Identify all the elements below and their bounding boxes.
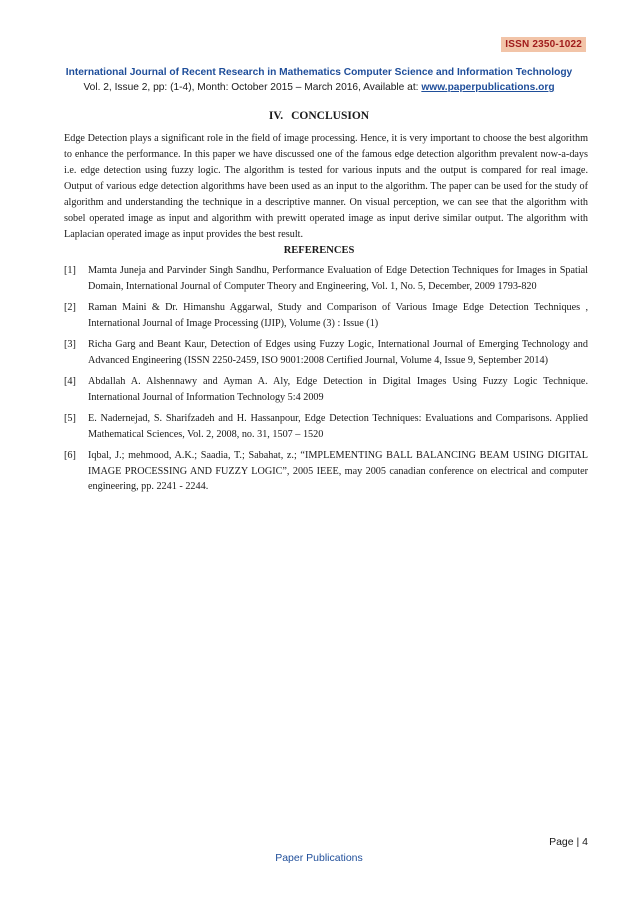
conclusion-paragraph: Edge Detection plays a significant role in the field of image processing. Hence, it is very important to choose the best algorithm to enhance the performance. In this paper we have discussed one of the famous edge detection algorithm prevalent now-a-days i.e. edge detection using fuzzy logic. The algorithm is tested for various inputs and the output is compared for real image. Output of various edge detection algorithms have been used as an input to the algorithm. The paper can be used for the study of algorithm and understanding the technique in a descriptive manner. On visual perception, we can see that the algorithm with sobel operated image as input and algorithm with prewitt operated image as input derive similar output. The algorithm with Laplacian operated image as input provides the best result. bbox=[64, 133, 588, 240]
reference-number: [1] bbox=[64, 265, 76, 276]
journal-info bbox=[0, 82, 638, 93]
section-title: CONCLUSION bbox=[291, 110, 370, 122]
reference-number: [2] bbox=[64, 302, 76, 313]
journal-url-link[interactable]: www.paperpublications.org bbox=[421, 82, 555, 93]
reference-text: Raman Maini & Dr. Himanshu Aggarwal, Study and Comparison of Various Image Edge Detection Techniques , International Journal of Image Processing (IJIP), Volume (3) : Issue (1) bbox=[88, 302, 588, 329]
references-heading: REFERENCES bbox=[283, 245, 355, 256]
reference-text: Abdallah A. Alshennawy and Ayman A. Aly, Edge Detection in Digital Images Using Fuzzy Logic Technique. International Journal of Information Technology 5:4 2009 bbox=[88, 376, 588, 403]
reference-item bbox=[64, 448, 588, 495]
reference-text: Mamta Juneja and Parvinder Singh Sandhu, Performance Evaluation of Edge Detection Techniques for Images in Spatial Domain, International Journal of Computer Theory and Engineering, Vol. 1, No. 5, December, 2009 1793-820 bbox=[88, 265, 588, 292]
reference-item bbox=[64, 300, 588, 331]
reference-text: Richa Garg and Beant Kaur, Detection of Edges using Fuzzy Logic, International Journal of Emerging Technology and Advanced Engineering (ISSN 2250-2459, ISO 9001:2008 Certified Journal, Volume 4, Issue 9, September 2014) bbox=[88, 339, 588, 366]
section-number: IV. bbox=[268, 110, 284, 122]
reference-item bbox=[64, 374, 588, 405]
reference-text: Iqbal, J.; mehmood, A.K.; Saadia, T.; Sabahat, z.; “IMPLEMENTING BALL BALANCING BEAM USING DIGITAL IMAGE PROCESSING AND FUZZY LOGIC”, 2005 IEEE, may 2005 canadian conference on electrical and computer engineering, pp. 2241 - 2244. bbox=[88, 450, 588, 492]
issn-badge: ISSN 2350-1022 bbox=[501, 37, 586, 52]
reference-number: [5] bbox=[64, 413, 76, 424]
section-heading bbox=[0, 110, 638, 122]
reference-item bbox=[64, 411, 588, 442]
reference-item bbox=[64, 263, 588, 294]
reference-number: [6] bbox=[64, 450, 76, 461]
publisher-footer: Paper Publications bbox=[275, 852, 363, 864]
reference-item bbox=[64, 337, 588, 368]
reference-number: [4] bbox=[64, 376, 76, 387]
page-number: Page | 4 bbox=[549, 836, 588, 848]
journal-info-text: Vol. 2, Issue 2, pp: (1-4), Month: October 2015 – March 2016, Available at: bbox=[83, 82, 422, 93]
reference-number: [3] bbox=[64, 339, 76, 350]
reference-text: E. Nadernejad, S. Sharifzadeh and H. Hassanpour, Edge Detection Techniques: Evaluations and Comparisons. Applied Mathematical Sciences, Vol. 2, 2008, no. 31, 1507 – 1520 bbox=[88, 413, 588, 440]
references-list bbox=[64, 263, 588, 501]
journal-title: International Journal of Recent Research in Mathematics Computer Science and Information Technology bbox=[65, 67, 573, 78]
